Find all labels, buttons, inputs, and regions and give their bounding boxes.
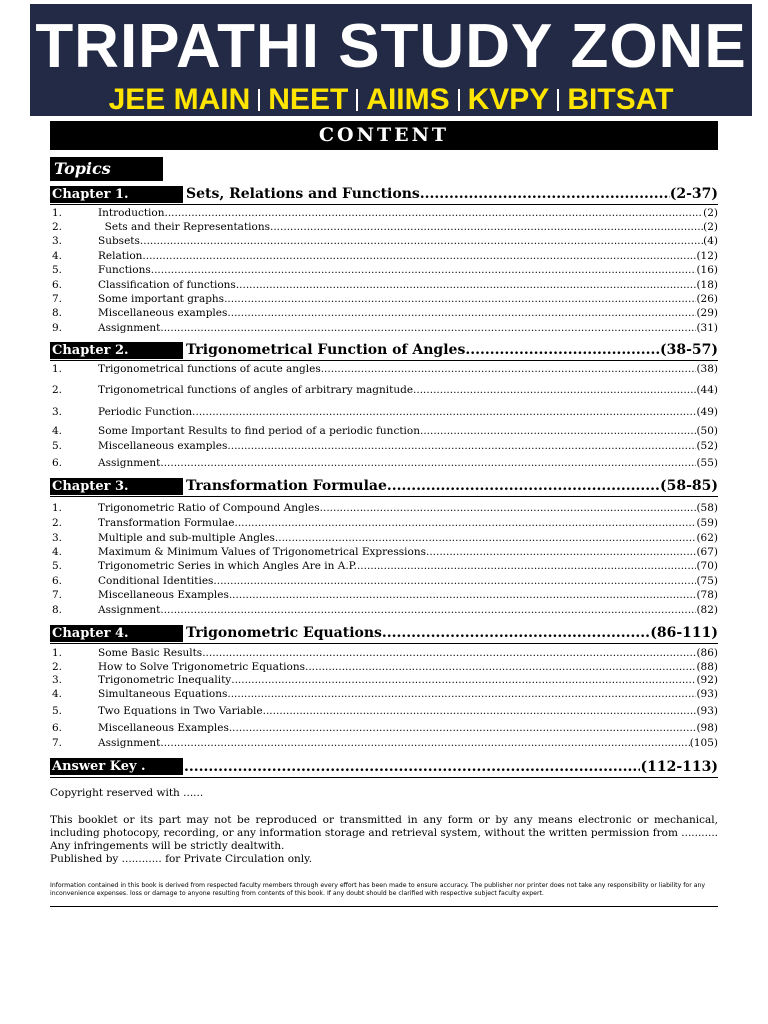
item-number: 5. — [52, 560, 63, 572]
item-page: (12) — [696, 249, 718, 262]
chapter-label: Chapter 1. — [50, 186, 183, 203]
toc-item[interactable] — [52, 704, 718, 718]
item-title: Miscellaneous examples — [98, 307, 228, 319]
leader-dots — [270, 221, 703, 233]
item-title: Some Basic Results — [98, 647, 203, 659]
item-page: (82) — [696, 603, 718, 616]
item-page: (59) — [696, 517, 718, 529]
item-page: (31) — [696, 321, 718, 334]
exam-label: BITSAT — [567, 83, 674, 116]
item-number: 7. — [52, 293, 63, 305]
item-page: (49) — [696, 405, 718, 418]
item-page: (67) — [696, 546, 718, 558]
item-title: Introduction — [98, 207, 165, 219]
item-number: 6. — [52, 457, 63, 469]
toc-item[interactable] — [52, 545, 718, 559]
answer-key-label: Answer Key . — [50, 758, 183, 775]
chapter-label: Chapter 4. — [50, 625, 183, 642]
item-page: (93) — [696, 687, 718, 700]
leader-dots — [263, 705, 697, 717]
item-number: 4. — [52, 249, 63, 262]
item-title: Conditional Identities — [98, 574, 214, 587]
toc-item[interactable] — [52, 439, 718, 453]
leader-dots — [202, 647, 696, 659]
item-title: Trigonometrical functions of angles of arbitrary magnitude — [98, 383, 414, 396]
item-number: 5. — [52, 264, 63, 276]
chapter-heading[interactable] — [50, 340, 718, 360]
leader-dots — [321, 363, 697, 375]
toc-item[interactable] — [52, 405, 718, 419]
leader-dots — [227, 688, 696, 700]
item-page: (58) — [696, 502, 718, 514]
divider — [50, 496, 718, 497]
exam-label: JEE MAIN — [108, 83, 251, 116]
chapter-title: Trigonometric Equations — [186, 625, 382, 641]
item-title: Miscellaneous Examples — [98, 722, 229, 734]
leader-dots — [357, 560, 697, 572]
item-page: (55) — [696, 457, 718, 469]
leader-dots — [165, 207, 704, 219]
toc-item[interactable] — [52, 234, 718, 248]
item-page: (70) — [696, 560, 718, 572]
item-title: Simultaneous Equations — [98, 687, 228, 700]
item-number: 6. — [52, 574, 63, 587]
item-number: 3. — [52, 405, 63, 418]
leader-dots — [142, 250, 696, 262]
item-number: 3. — [52, 531, 63, 544]
toc-item[interactable] — [52, 603, 718, 617]
item-number: 1. — [52, 502, 63, 514]
reproduction-notice: This booklet or its part may not be reproduced or transmitted in any form or by any means electronic or mechanical, including photocopy, recording, or any information storage and retrieval system, without the written permission from ........... Any infringements will be strictly dealtwith. — [50, 814, 718, 852]
answer-key-pages: (112-113) — [640, 759, 718, 775]
toc-item[interactable] — [52, 306, 718, 320]
leader-dots — [224, 293, 696, 305]
banner-title: TRIPATHI STUDY ZONE — [35, 12, 747, 81]
toc-item[interactable] — [52, 456, 718, 470]
exam-label: NEET — [268, 83, 349, 116]
item-number: 1. — [52, 647, 63, 659]
item-number: 8. — [52, 307, 63, 319]
item-number: 3. — [52, 673, 63, 686]
toc-item[interactable] — [52, 673, 718, 687]
item-page: (29) — [696, 307, 718, 319]
item-page: (50) — [696, 425, 718, 437]
item-number: 9. — [52, 321, 63, 334]
chapter-heading[interactable] — [50, 184, 718, 204]
exam-divider — [458, 89, 460, 111]
item-title: Some Important Results to find period of a periodic function — [98, 425, 420, 437]
item-page: (16) — [696, 264, 718, 276]
leader-dots — [227, 307, 696, 319]
toc-item[interactable] — [52, 588, 718, 602]
item-number: 1. — [52, 362, 63, 375]
item-page: (38) — [696, 362, 718, 375]
leader-dots — [184, 759, 640, 775]
chapter-title: Transformation Formulae — [186, 478, 387, 494]
leader-dots — [387, 478, 660, 494]
item-number: 7. — [52, 737, 63, 749]
item-title: Assignment — [98, 457, 161, 469]
leader-dots — [227, 440, 696, 452]
item-title: Subsets — [98, 235, 140, 247]
item-title: Miscellaneous Examples — [98, 589, 229, 601]
leader-dots — [320, 502, 697, 514]
divider — [50, 777, 718, 778]
item-page: (2) — [703, 221, 718, 233]
chapter-title-line — [186, 623, 718, 643]
item-page: (105) — [689, 737, 718, 749]
toc-item[interactable] — [52, 220, 718, 234]
leader-dots — [236, 279, 697, 291]
chapter-title: Sets, Relations and Functions — [186, 186, 420, 202]
toc-item[interactable] — [52, 559, 718, 573]
toc-item[interactable] — [52, 383, 718, 397]
chapter-title: Trigonometrical Function of Angles — [186, 342, 466, 358]
item-title: Two Equations in Two Variable — [98, 705, 263, 717]
toc-item[interactable] — [52, 687, 718, 701]
item-title: Relation — [98, 249, 143, 262]
leader-dots — [229, 722, 697, 734]
disclaimer-text: Information contained in this book is derived from respected faculty members through every effort has been made to ensure accuracy. The publisher nor printer does not take any responsibility or liability for any inconvenience expenses. loss or damage to anyone resulting from contents of this book. If any doubt should be clarified with respective subject faculty expert. — [50, 882, 706, 897]
chapter-title-line — [186, 184, 718, 204]
leader-dots — [275, 532, 697, 544]
chapter-pages: (86-111) — [650, 625, 718, 641]
exam-label: AIIMS — [366, 83, 450, 116]
item-number: 2. — [52, 660, 63, 673]
item-page: (52) — [696, 440, 718, 452]
item-page: (78) — [696, 589, 718, 601]
item-number: 6. — [52, 722, 63, 734]
leader-dots — [305, 661, 696, 673]
toc-item[interactable] — [52, 278, 718, 292]
published-line: Published by ............ for Private Circulation only. — [50, 853, 313, 865]
item-page: (88) — [696, 660, 718, 673]
item-title: Assignment — [98, 737, 161, 749]
item-title: Trigonometric Series in which Angles Are in A.P. — [98, 560, 357, 572]
leader-dots — [160, 457, 696, 469]
item-title: Multiple and sub-multiple Angles — [98, 531, 275, 544]
divider — [50, 204, 718, 205]
leader-dots — [234, 517, 696, 529]
item-page: (62) — [696, 531, 718, 544]
toc-item[interactable] — [52, 206, 718, 220]
item-number: 2. — [52, 517, 63, 529]
toc-item[interactable] — [52, 721, 718, 735]
leader-dots — [213, 575, 696, 587]
item-title: Trigonometrical functions of acute angles — [98, 362, 321, 375]
item-title: Assignment — [98, 321, 161, 334]
item-page: (18) — [696, 278, 718, 291]
toc-item[interactable] — [52, 736, 718, 750]
topics-label: Topics — [50, 157, 163, 181]
toc-item[interactable] — [52, 646, 718, 660]
leader-dots — [465, 342, 660, 358]
item-title: Trigonometric Ratio of Compound Angles — [98, 502, 320, 514]
item-number: 3. — [52, 235, 63, 247]
leader-dots — [231, 674, 696, 686]
item-title: Periodic Function — [98, 405, 193, 418]
toc-item[interactable] — [52, 516, 718, 530]
leader-dots — [413, 384, 696, 396]
chapter-pages: (58-85) — [659, 478, 718, 494]
toc-item[interactable] — [52, 321, 718, 335]
chapter-heading[interactable] — [50, 623, 718, 643]
item-number: 6. — [52, 278, 63, 291]
leader-dots — [229, 589, 697, 601]
item-title: Assignment — [98, 603, 161, 616]
header-banner — [30, 4, 752, 116]
chapter-label: Chapter 3. — [50, 478, 183, 495]
toc-item[interactable] — [52, 501, 718, 515]
item-number: 2. — [52, 221, 63, 233]
leader-dots — [160, 604, 696, 616]
chapter-label: Chapter 2. — [50, 342, 183, 359]
chapter-title-line — [186, 340, 718, 360]
item-title: Miscellaneous examples — [98, 440, 228, 452]
exam-divider — [258, 89, 260, 111]
toc-item[interactable] — [52, 362, 718, 376]
divider — [50, 643, 718, 644]
item-title: Transformation Formulae — [98, 517, 235, 529]
item-page: (2) — [703, 207, 718, 219]
exam-label: KVPY — [467, 83, 550, 116]
leader-dots — [426, 546, 696, 558]
leader-dots — [420, 186, 670, 202]
chapter-pages: (2-37) — [669, 186, 718, 202]
item-number: 1. — [52, 207, 63, 219]
item-number: 8. — [52, 603, 63, 616]
item-page: (92) — [696, 673, 718, 686]
exam-divider — [557, 89, 559, 111]
toc-item[interactable] — [52, 263, 718, 277]
item-title: How to Solve Trigonometric Equations — [98, 660, 305, 673]
leader-dots — [160, 737, 689, 749]
item-number: 2. — [52, 383, 63, 396]
item-number: 4. — [52, 425, 63, 437]
exam-divider — [356, 89, 358, 111]
leader-dots — [151, 264, 697, 276]
item-page: (26) — [696, 293, 718, 305]
item-title: Trigonometric Inequality — [98, 673, 232, 686]
leader-dots — [382, 625, 650, 641]
item-page: (44) — [696, 383, 718, 396]
item-number: 4. — [52, 546, 63, 558]
item-page: (98) — [696, 722, 718, 734]
leader-dots — [140, 235, 703, 247]
item-number: 4. — [52, 687, 63, 700]
chapter-title-line — [186, 476, 718, 496]
exam-list — [38, 82, 744, 118]
leader-dots — [160, 322, 696, 334]
item-title: Maximum & Minimum Values of Trigonometrical Expressions — [98, 546, 426, 558]
chapter-heading[interactable] — [50, 476, 718, 496]
item-title: Some important graphs — [98, 293, 225, 305]
answer-key-row[interactable] — [50, 757, 718, 777]
item-page: (86) — [696, 647, 718, 659]
item-number: 7. — [52, 589, 63, 601]
item-title: Classification of functions — [98, 278, 236, 291]
item-number: 5. — [52, 440, 63, 452]
item-title: Sets and their Representations — [98, 221, 270, 233]
chapter-pages: (38-57) — [659, 342, 718, 358]
toc-item[interactable] — [52, 424, 718, 438]
item-number: 5. — [52, 705, 63, 717]
item-title: Functions — [98, 264, 151, 276]
copyright-line: Copyright reserved with ...... — [50, 787, 204, 799]
toc-item[interactable] — [52, 249, 718, 263]
item-page: (75) — [696, 574, 718, 587]
bottom-divider — [50, 906, 718, 907]
toc-item[interactable] — [52, 292, 718, 306]
answer-key-line — [184, 757, 718, 777]
toc-item[interactable] — [52, 574, 718, 588]
leader-dots — [192, 406, 696, 418]
item-page: (4) — [703, 235, 718, 247]
toc-item[interactable] — [52, 660, 718, 674]
leader-dots — [420, 425, 696, 437]
item-page: (93) — [696, 705, 718, 717]
toc-item[interactable] — [52, 531, 718, 545]
content-heading: CONTENT — [50, 121, 718, 150]
